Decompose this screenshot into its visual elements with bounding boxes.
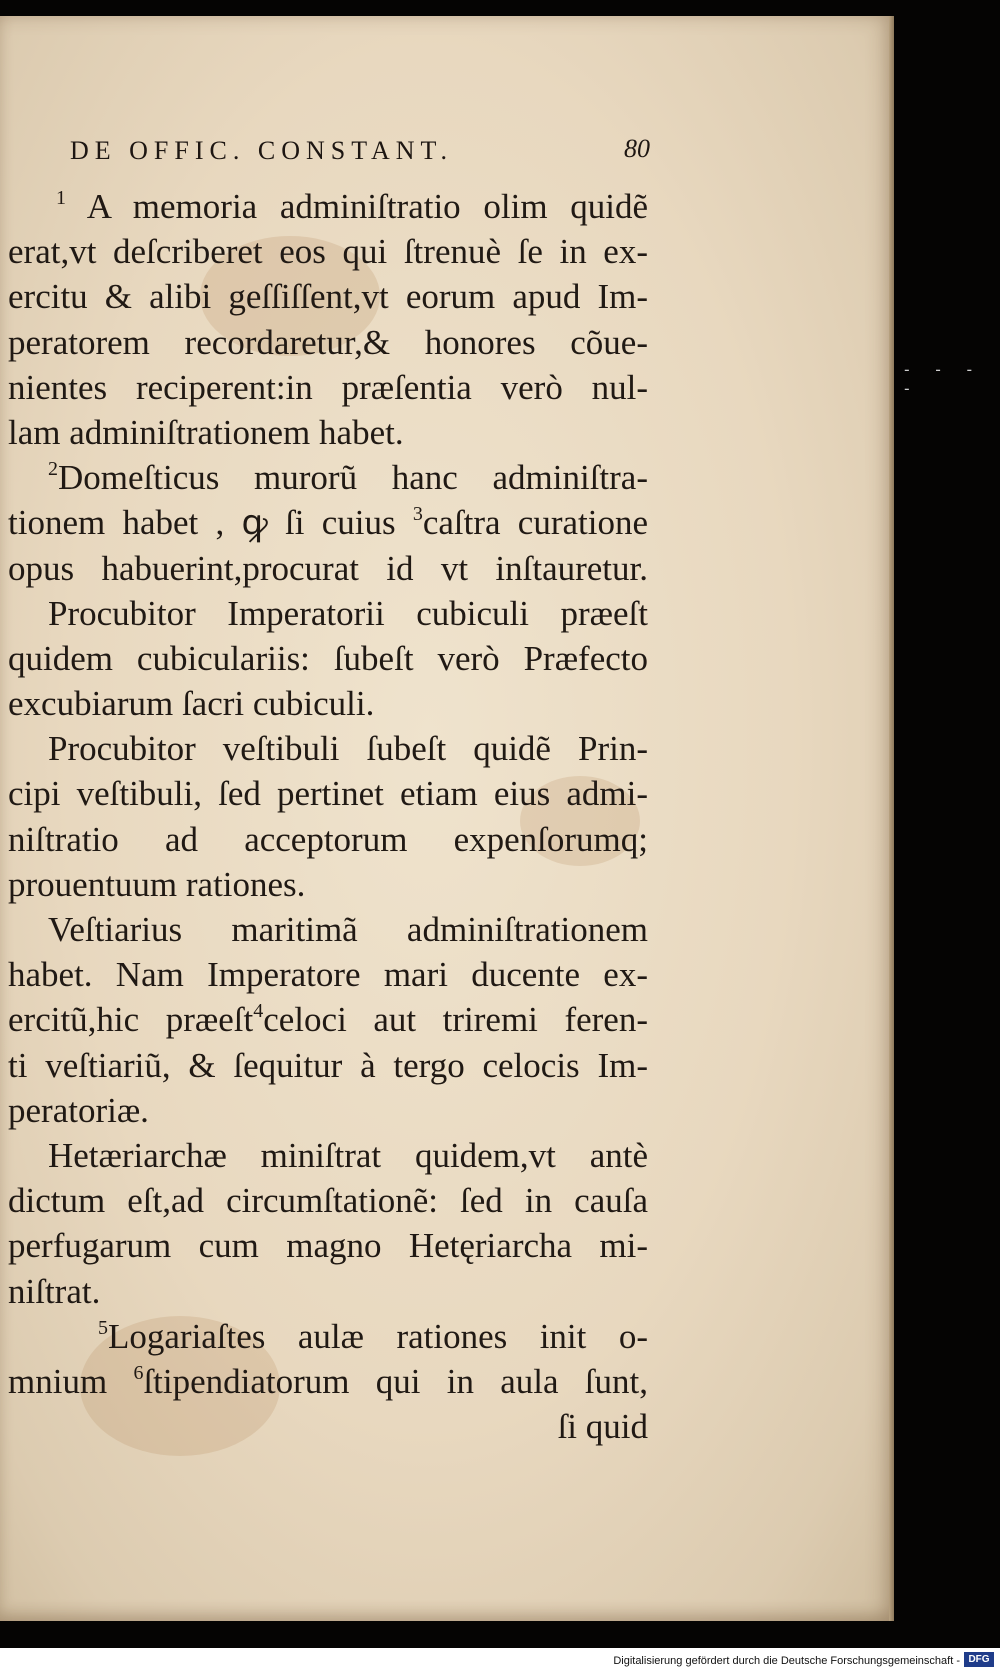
- text-line: nientes reciperent:in præſentia verò nul-: [8, 367, 648, 407]
- footnote-marker: 4: [253, 1000, 264, 1023]
- body-text: [8, 184, 648, 1449]
- text-line: Procubitor veſtibuli ſubeſt quidẽ Prin-: [48, 729, 648, 769]
- page-edge-shadow: [889, 16, 894, 1621]
- text-line: ercitũ,hic præeſt$^4$celoci aut triremi feren-: [8, 1000, 648, 1040]
- text-line: habet. Nam Imperatore mari ducente ex-: [8, 955, 648, 995]
- digitization-credit: Digitalisierung gefördert durch die Deutsche Forschungsgemeinschaft -: [613, 1655, 960, 1667]
- dfg-logo: DFG: [964, 1652, 994, 1667]
- page-number: 80: [624, 134, 650, 163]
- footnote-marker: 3: [412, 503, 423, 526]
- text-line: prouentuum rationes.: [8, 864, 306, 904]
- text-line: $^2$Domeſticus murorũ hanc adminiſtra-: [48, 458, 648, 498]
- text-line: ti veſtiariũ, & ſequitur à tergo celocis Im-: [8, 1045, 648, 1085]
- footnote-marker: 5: [98, 1316, 108, 1339]
- text-line: Hetæriarchæ miniſtrat quidem,vt antè: [48, 1135, 648, 1175]
- text-line: erat,vt deſcriberet eos qui ſtrenuè ſe in ex-: [8, 232, 648, 272]
- text-line: niſtratio ad acceptorum expenſorumq;: [8, 819, 648, 859]
- text-line: $^1$ A memoria adminiſtratio olim quidẽ: [56, 187, 648, 226]
- text-line: tionem habet , ꝙ ſi cuius $^3$caſtra curatione: [8, 503, 649, 543]
- running-head-title: DE OFFIC. CONSTANT.: [70, 136, 454, 165]
- footer-strip: [0, 1648, 1000, 1670]
- footnote-marker: 1: [56, 187, 66, 209]
- text-line: $^5$Logariaſtes aulæ rationes init o-: [98, 1316, 648, 1356]
- text-line: dictum eſt,ad circumſtationẽ: ſed in cauſa: [8, 1181, 648, 1221]
- text-line: Procubitor Imperatorii cubiculi præeſt: [48, 593, 648, 633]
- text-line: perfugarum cum magno Hetęriarcha mi-: [8, 1226, 648, 1266]
- text-line: niſtrat.: [8, 1271, 101, 1311]
- text-line: mnium $^6$ſtipendiatorum qui in aula ſunt,: [8, 1361, 648, 1401]
- text-line: ercitu & alibi geſſiſſent,vt eorum apud Im-: [8, 277, 648, 317]
- text-line: opus habuerint,procurat id vt inſtauretur.: [8, 548, 648, 588]
- text-line: excubiarum ſacri cubiculi.: [8, 684, 375, 724]
- text-line: Veſtiarius maritimã adminiſtrationem: [48, 910, 648, 949]
- text-line: lam adminiſtrationem habet.: [8, 412, 404, 452]
- text-line: peratorem recordaretur,& honores cõue-: [8, 322, 648, 362]
- text-line: cipi veſtibuli, ſed pertinet etiam eius admi-: [8, 774, 648, 814]
- footnote-marker: 6: [133, 1361, 144, 1384]
- running-head: [70, 130, 670, 170]
- catchword: ſi quid: [557, 1407, 648, 1447]
- text-line: quidem cubiculariis: ſubeſt verò Præfecto: [8, 638, 648, 678]
- book-page: [0, 16, 894, 1621]
- text-line: peratoriæ.: [8, 1090, 149, 1130]
- margin-dashes: - - - -: [902, 360, 981, 398]
- footnote-marker: 2: [48, 458, 58, 481]
